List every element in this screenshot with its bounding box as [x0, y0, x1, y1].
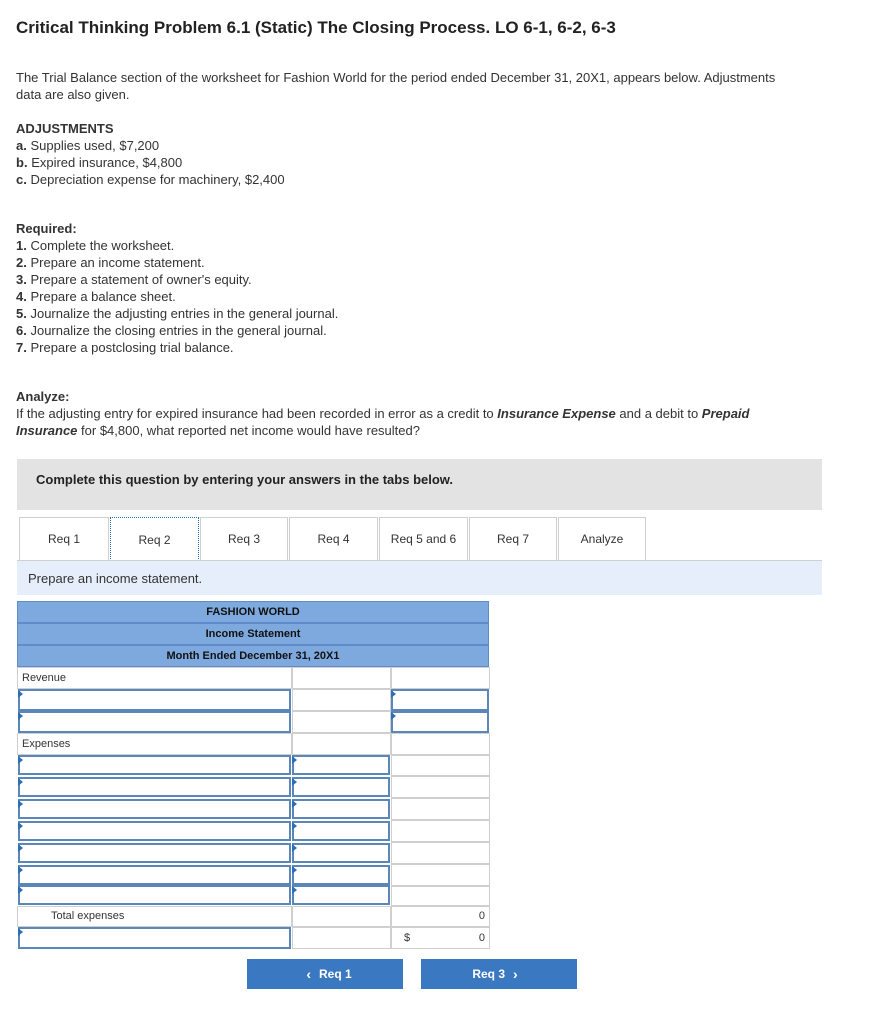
required-heading: Required:	[16, 221, 77, 236]
expense-amount-input[interactable]	[292, 777, 390, 797]
expense-amount-input[interactable]	[292, 755, 390, 775]
tab-analyze[interactable]: Analyze	[558, 517, 646, 560]
table-cell	[391, 798, 490, 820]
expense-account-input[interactable]	[18, 865, 291, 885]
prev-req-label: Req 1	[318, 967, 352, 981]
table-cell	[292, 906, 391, 927]
intro-text	[16, 69, 886, 103]
statement-period-header: Month Ended December 31, 20X1	[17, 645, 489, 667]
expenses-label: Expenses	[22, 738, 71, 750]
adjustment-item: a. Supplies used, $7,200	[16, 138, 160, 153]
tab-req-3[interactable]: Req 3	[200, 517, 288, 560]
required-item: 7. Prepare a postclosing trial balance.	[16, 340, 234, 355]
next-req-button[interactable]	[421, 959, 577, 989]
expenses-label-cell	[17, 733, 292, 755]
expense-amount-input[interactable]	[292, 865, 390, 885]
tab-req-4[interactable]: Req 4	[289, 517, 378, 560]
currency-symbol: $	[404, 932, 411, 944]
expense-account-input[interactable]	[18, 755, 291, 775]
tab-req-1[interactable]: Req 1	[19, 517, 109, 560]
table-cell	[391, 776, 490, 798]
expense-account-input[interactable]	[18, 777, 291, 797]
required-item: 4. Prepare a balance sheet.	[16, 289, 176, 304]
expense-amount-input[interactable]	[292, 885, 390, 905]
tab-req-5-and-6[interactable]: Req 5 and 6	[379, 517, 468, 560]
tab-req-7[interactable]: Req 7	[469, 517, 557, 560]
company-name-header: FASHION WORLD	[17, 601, 489, 623]
expense-amount-input[interactable]	[292, 799, 390, 819]
expense-amount-input[interactable]	[292, 821, 390, 841]
expense-account-input[interactable]	[18, 885, 291, 905]
table-cell	[391, 733, 490, 755]
adjustment-item: c. Depreciation expense for machinery, $2,400	[16, 172, 285, 187]
intro-line-2: data are also given.	[16, 87, 130, 102]
analyze-section	[16, 388, 876, 439]
tab-req-2[interactable]: Req 2	[110, 517, 199, 561]
expense-amount-input[interactable]	[292, 843, 390, 863]
analyze-question: If the adjusting entry for expired insurance had been recorded in error as a credit to Insurance Expense and a debit to Prepaid Insurance for $4,800, what reported net income would have resulted?	[16, 406, 750, 438]
analyze-heading: Analyze:	[16, 389, 70, 404]
table-cell	[391, 820, 490, 842]
chevron-left-icon: ‹	[306, 966, 311, 982]
required-section	[16, 220, 338, 356]
tab-instruction	[17, 561, 822, 595]
net-income-label-input[interactable]	[18, 927, 291, 949]
adjustments-section	[16, 120, 285, 188]
expense-account-input[interactable]	[18, 821, 291, 841]
revenue-amount-input[interactable]	[391, 711, 489, 733]
statement-name-header: Income Statement	[17, 623, 489, 645]
table-cell	[292, 689, 391, 711]
table-cell	[391, 667, 490, 689]
required-item: 1. Complete the worksheet.	[16, 238, 175, 253]
expense-account-input[interactable]	[18, 799, 291, 819]
instructions-banner	[17, 459, 822, 510]
total-expenses-cell	[391, 906, 490, 927]
table-cell	[292, 733, 391, 755]
table-cell	[292, 927, 391, 949]
revenue-account-input[interactable]	[18, 711, 291, 733]
required-item: 3. Prepare a statement of owner's equity.	[16, 272, 252, 287]
revenue-amount-input[interactable]	[391, 689, 489, 711]
required-item: 2. Prepare an income statement.	[16, 255, 205, 270]
table-cell	[391, 864, 490, 886]
required-item: 5. Journalize the adjusting entries in the general journal.	[16, 306, 339, 321]
problem-title: Critical Thinking Problem 6.1 (Static) The Closing Process. LO 6-1, 6-2, 6-3	[16, 18, 616, 37]
table-cell	[391, 842, 490, 864]
revenue-account-input[interactable]	[18, 689, 291, 711]
net-income-value: 0	[478, 932, 485, 944]
table-cell	[391, 755, 490, 776]
chevron-right-icon: ›	[513, 966, 518, 982]
adjustment-item: b. Expired insurance, $4,800	[16, 155, 183, 170]
total-expenses-label: Total expenses	[51, 910, 125, 922]
prev-req-button[interactable]	[247, 959, 403, 989]
required-item: 6. Journalize the closing entries in the general journal.	[16, 323, 327, 338]
total-expenses-value: 0	[478, 910, 485, 922]
table-cell	[292, 667, 391, 689]
intro-line-1: The Trial Balance section of the worksheet for Fashion World for the period ended December 31, 20X1, appears below. Adjustments	[16, 70, 776, 85]
revenue-label: Revenue	[22, 672, 67, 684]
net-income-cell	[391, 927, 490, 949]
table-cell	[391, 886, 490, 906]
table-cell	[292, 711, 391, 733]
total-expenses-label-cell	[17, 906, 292, 927]
revenue-label-cell	[17, 667, 292, 689]
next-req-label: Req 3	[472, 967, 505, 981]
banner-text: Complete this question by entering your answers in the tabs below.	[36, 472, 454, 487]
expense-account-input[interactable]	[18, 843, 291, 863]
adjustments-heading: ADJUSTMENTS	[16, 121, 114, 136]
instruction-text: Prepare an income statement.	[28, 571, 203, 586]
